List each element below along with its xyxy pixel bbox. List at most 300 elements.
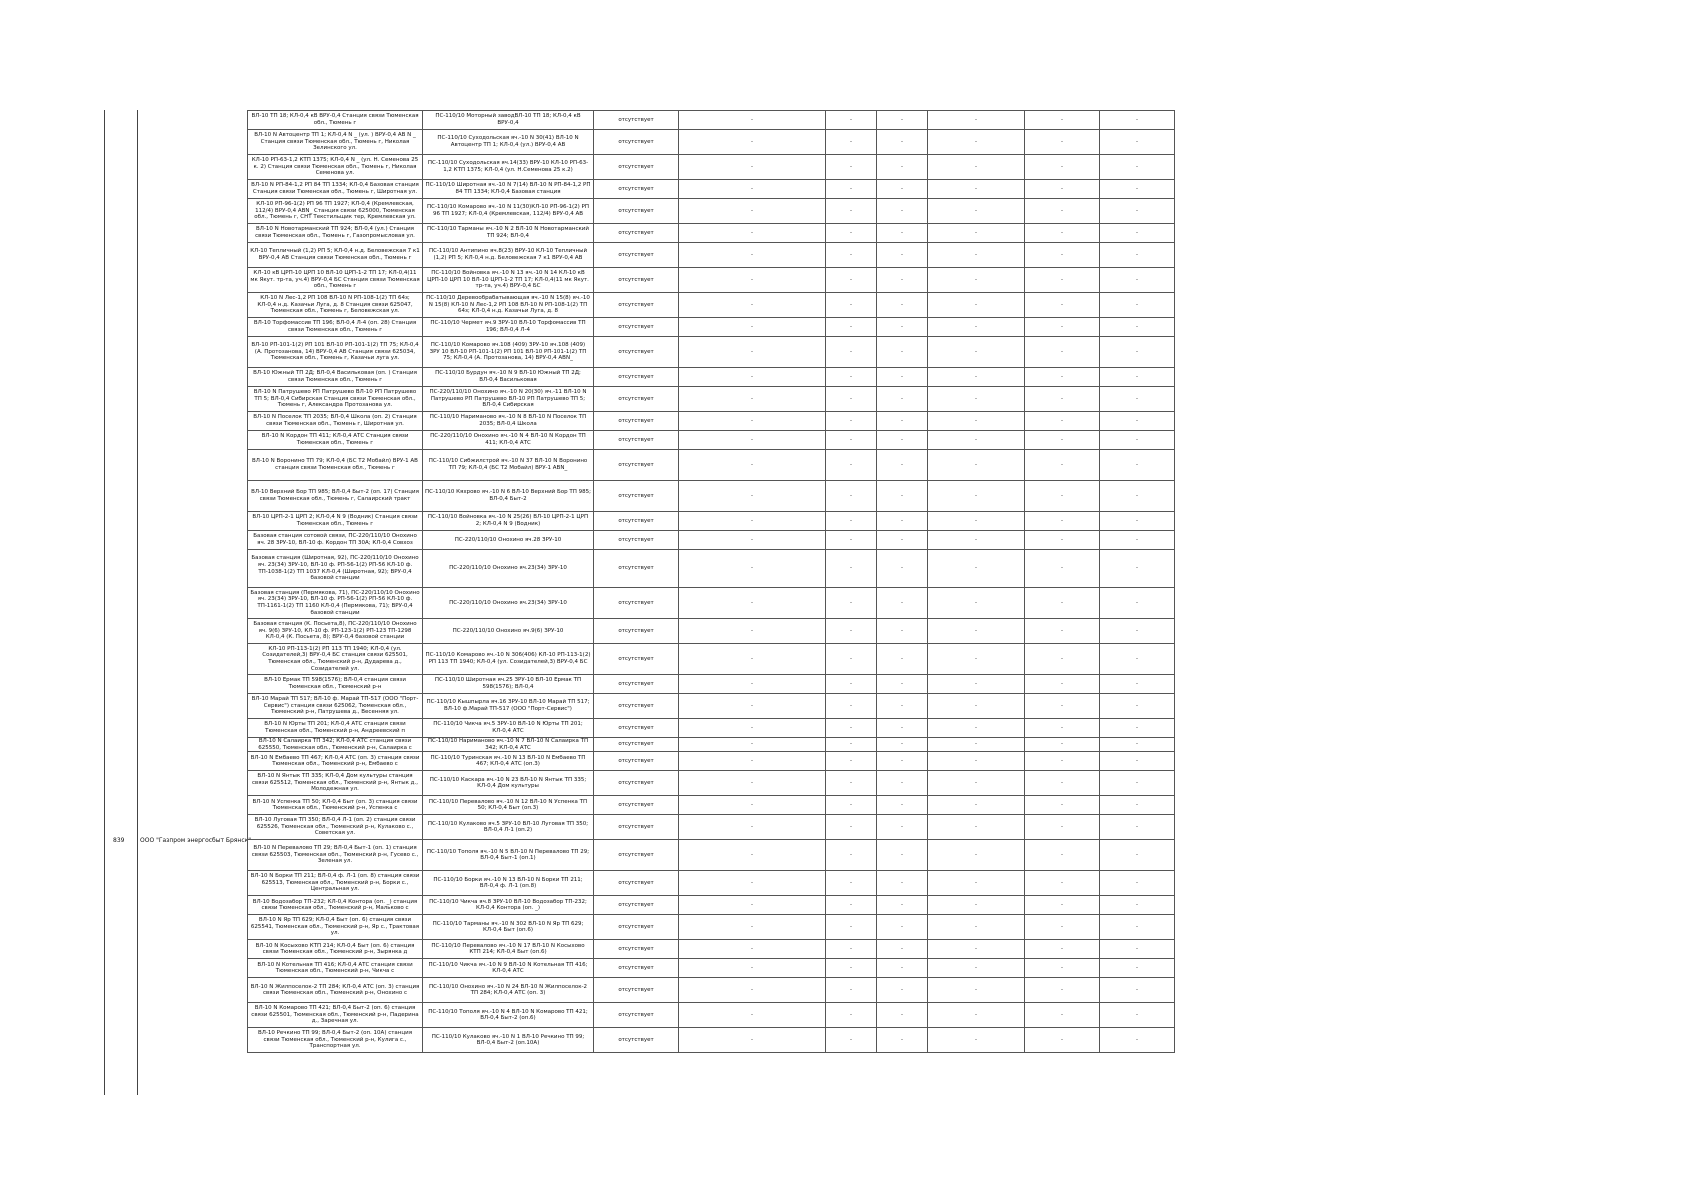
table-row: [248, 531, 1175, 550]
status-cell: отсутствует: [594, 481, 679, 512]
empty-cell: -: [928, 199, 1025, 224]
empty-cell: -: [1025, 1028, 1100, 1053]
empty-cell: -: [1100, 1003, 1175, 1028]
empty-cell: -: [1025, 481, 1100, 512]
empty-cell: -: [1025, 1003, 1100, 1028]
empty-cell: -: [826, 815, 877, 840]
empty-cell: -: [826, 719, 877, 738]
empty-cell: -: [1100, 1028, 1175, 1053]
status-cell: отсутствует: [594, 199, 679, 224]
supply-center-cell: ПС-110/10 Бурдун яч.-10 N 9 ВЛ-10 Южный ТП 2Д; ВЛ-0,4 Васильковая: [423, 368, 594, 387]
empty-cell: -: [826, 368, 877, 387]
status-cell: отсутствует: [594, 243, 679, 268]
empty-cell: -: [928, 111, 1025, 130]
empty-cell: -: [877, 318, 928, 337]
empty-cell: -: [826, 940, 877, 959]
status-cell: отсутствует: [594, 978, 679, 1003]
empty-cell: -: [877, 512, 928, 531]
empty-cell: -: [877, 588, 928, 619]
empty-cell: -: [877, 531, 928, 550]
empty-cell: -: [679, 1028, 826, 1053]
empty-cell: -: [826, 481, 877, 512]
empty-cell: -: [877, 644, 928, 675]
consumer-cell: ВЛ-10 N Поселок ТП 2035; ВЛ-0,4 Школа (оп. 2) Станция связи Тюменская обл., Тюмень г, Широтная ул.: [248, 412, 423, 431]
table-row: [248, 268, 1175, 293]
empty-cell: -: [928, 871, 1025, 896]
consumer-cell: ВЛ-10 Водозабор ТП-232; КЛ-0,4 Контора (оп. _) станция связи Тюменская обл., Тюменский р-н, Мальково с: [248, 896, 423, 915]
empty-cell: -: [826, 840, 877, 871]
status-cell: отсутствует: [594, 896, 679, 915]
consumer-cell: ВЛ-10 N РП-84-1,2 РП 84 ТП 1334; КЛ-0,4 Базовая станция Станция связи Тюменская обл., Тюмень г, Широтная ул.: [248, 180, 423, 199]
consumer-cell: ВЛ-10 N Воронино ТП 79; КЛ-0,4 (БС Т2 Мобайл) ВРУ-1 АВ станция связи Тюменская обл., Тюмень г: [248, 450, 423, 481]
empty-cell: -: [928, 130, 1025, 155]
empty-cell: -: [679, 675, 826, 694]
consumer-cell: ВЛ-10 Южный ТП 2Д; ВЛ-0,4 Васильковая (оп. ) Станция связи Тюменская обл., Тюмень г: [248, 368, 423, 387]
status-cell: отсутствует: [594, 180, 679, 199]
empty-cell: -: [877, 675, 928, 694]
empty-cell: -: [826, 738, 877, 752]
consumer-cell: ВЛ-10 Торфомассив ТП 196; ВЛ-0,4 Л-4 (оп. 28) Станция связи Тюменская обл., Тюмень г: [248, 318, 423, 337]
supply-center-cell: ПС-110/10 Широтная яч.-10 N 7(14) ВЛ-10 N РП-84-1,2 РП 84 ТП 1334; КЛ-0,4 Базовая станция: [423, 180, 594, 199]
empty-cell: -: [1100, 224, 1175, 243]
empty-cell: -: [679, 619, 826, 644]
table-row: [248, 337, 1175, 368]
supply-center-cell: ПС-110/10 Тарманы яч.-10 N 2 ВЛ-10 N Новотарманский ТП 924; ВЛ-0,4: [423, 224, 594, 243]
empty-cell: -: [877, 431, 928, 450]
consumer-cell: Базовая станция (Широтная, 92), ПС-220/110/10 Онохино яч. 23(34) ЗРУ-10, ВЛ-10 ф. РП-56-1(2) РП-56 КЛ-10 ф. ТП-1038-1(2) ТП 1037 КЛ-0,4 (Широтная, 92); ВРУ-0,4 базовой станции: [248, 550, 423, 588]
empty-cell: -: [679, 199, 826, 224]
supply-center-cell: ПС-110/10 Войновка яч.-10 N 25(26) ВЛ-10 ЦРП-2-1 ЦРП 2; КЛ-0,4 N 9 (Водник): [423, 512, 594, 531]
empty-cell: -: [1025, 694, 1100, 719]
consumer-cell: ВЛ-10 N Янтык ТП 335; КЛ-0,4 Дом культуры станция связи 625512, Тюменская обл., Тюменский р-н, Янтык д., Молодежная ул.: [248, 771, 423, 796]
empty-cell: -: [928, 796, 1025, 815]
supply-center-cell: ПС-110/10 Чермет яч.9 ЗРУ-10 ВЛ-10 Торфомассив ТП 196; ВЛ-0,4 Л-4: [423, 318, 594, 337]
status-cell: отсутствует: [594, 940, 679, 959]
empty-cell: -: [928, 896, 1025, 915]
consumer-cell: Базовая станция (К. Посьета,8), ПС-220/110/10 Онохино яч. 9(6) ЗРУ-10, КЛ-10 ф. РП-123-1(2) РП-123 ТП-1298 КЛ-0,4 (К. Посьета, 8); ВРУ-0,4 базовой станции: [248, 619, 423, 644]
status-cell: отсутствует: [594, 840, 679, 871]
empty-cell: -: [1100, 450, 1175, 481]
supply-center-cell: ПС-110/10 Комарово яч.-10 N 306(406) КЛ-10 РП-113-1(2) РП 113 ТП 1940; КЛ-0,4 (ул. Созидателей,3) ВРУ-0,4 БС: [423, 644, 594, 675]
empty-cell: -: [928, 337, 1025, 368]
empty-cell: -: [877, 840, 928, 871]
empty-cell: -: [679, 531, 826, 550]
empty-cell: -: [928, 1003, 1025, 1028]
empty-cell: -: [1100, 337, 1175, 368]
empty-cell: -: [877, 896, 928, 915]
empty-cell: -: [1025, 130, 1100, 155]
table-row: [248, 915, 1175, 940]
empty-cell: -: [877, 368, 928, 387]
empty-cell: -: [679, 318, 826, 337]
empty-cell: -: [826, 224, 877, 243]
empty-cell: -: [679, 293, 826, 318]
empty-cell: -: [1025, 840, 1100, 871]
empty-cell: -: [679, 243, 826, 268]
empty-cell: -: [679, 978, 826, 1003]
empty-cell: -: [826, 796, 877, 815]
supply-center-cell: ПС-110/10 Войновка яч.-10 N 13 яч.-10 N 14 КЛ-10 кВ ЦРП-10 ЦРП 10 ВЛ-10 ЦРП-1-2 ТП 17; КЛ-0,4(11 мк Якут. тр-та, уч.4) ВРУ-0,4 БС: [423, 268, 594, 293]
empty-cell: -: [1025, 815, 1100, 840]
empty-cell: -: [826, 450, 877, 481]
empty-cell: -: [928, 588, 1025, 619]
table-row: [248, 550, 1175, 588]
supply-center-cell: ПС-110/10 Суходольская яч.14(33) ВРУ-10 КЛ-10 РП-63-1,2 КТП 1375; КЛ-0,4 (ул. Н.Семенова 25 к.2): [423, 155, 594, 180]
empty-cell: -: [877, 111, 928, 130]
supply-center-cell: ПС-110/10 Чикча яч.-10 N 9 ВЛ-10 N Котельная ТП 416; КЛ-0,4 АТС: [423, 959, 594, 978]
empty-cell: -: [826, 588, 877, 619]
consumer-cell: КЛ-10 N Лес-1,2 РП 108 ВЛ-10 N РП-108-1(2) ТП 64з; КЛ-0,4 н.д. Казачьи Луга, д. 8 Станция связи 625047, Тюменская обл., Тюмень г, Беловежская ул.: [248, 293, 423, 318]
consumer-cell: ВЛ-10 N Комарово ТП 421; ВЛ-0,4 Быт-2 (оп. 6) станция связи 625501, Тюменская обл., Тюменский р-н, Падерина д., Заречная ул.: [248, 1003, 423, 1028]
supply-center-cell: ПС-110/10 Кулаково яч.-10 N 1 ВЛ-10 Речкино ТП 99; ВЛ-0,4 Быт-2 (оп.10А): [423, 1028, 594, 1053]
consumer-cell: ВЛ-10 N Автоцентр ТП 1; КЛ-0,4 N _ (ул. ) ВРУ-0,4 АВ N _ Станция связи Тюменская обл., Тюмень г, Николая Зелинского ул.: [248, 130, 423, 155]
status-cell: отсутствует: [594, 293, 679, 318]
empty-cell: -: [1025, 450, 1100, 481]
empty-cell: -: [679, 481, 826, 512]
empty-cell: -: [1100, 531, 1175, 550]
empty-cell: -: [1100, 550, 1175, 588]
empty-cell: -: [928, 815, 1025, 840]
empty-cell: -: [1025, 738, 1100, 752]
empty-cell: -: [826, 180, 877, 199]
empty-cell: -: [877, 915, 928, 940]
empty-cell: -: [1025, 675, 1100, 694]
empty-cell: -: [1100, 940, 1175, 959]
supply-center-cell: ПС-110/10 Нариманово яч.-10 N 7 ВЛ-10 N Салаирка ТП 342; КЛ-0,4 АТС: [423, 738, 594, 752]
supply-center-cell: ПС-220/110/10 Онохино яч.9(6) ЗРУ-10: [423, 619, 594, 644]
status-cell: отсутствует: [594, 1003, 679, 1028]
table-row: [248, 940, 1175, 959]
table-row: [248, 199, 1175, 224]
empty-cell: -: [1025, 550, 1100, 588]
status-cell: отсутствует: [594, 644, 679, 675]
empty-cell: -: [679, 871, 826, 896]
empty-cell: -: [826, 978, 877, 1003]
consumer-cell: КЛ-10 РП-63-1,2 КТП 1375; КЛ-0,4 N _ (ул. Н. Семенова 25 к. 2) Станция связи Тюменская обл., Тюмень г, Николая Семенова ул.: [248, 155, 423, 180]
empty-cell: -: [1025, 337, 1100, 368]
empty-cell: -: [826, 1028, 877, 1053]
empty-cell: -: [877, 130, 928, 155]
empty-cell: -: [1100, 871, 1175, 896]
empty-cell: -: [877, 796, 928, 815]
empty-cell: -: [877, 412, 928, 431]
empty-cell: -: [928, 644, 1025, 675]
empty-cell: -: [826, 268, 877, 293]
empty-cell: -: [1100, 644, 1175, 675]
consumer-cell: ВЛ-10 ТП 18; КЛ-0,4 кВ ВРУ-0,4 Станция связи Тюменская обл., Тюмень г: [248, 111, 423, 130]
empty-cell: -: [1100, 719, 1175, 738]
status-cell: отсутствует: [594, 815, 679, 840]
empty-cell: -: [679, 959, 826, 978]
empty-cell: -: [826, 959, 877, 978]
table-row: [248, 719, 1175, 738]
supply-center-cell: ПС-110/10 Чикча яч.8 ЗРУ-10 ВЛ-10 Водозабор ТП-232; КЛ-0,4 Контора (оп. _): [423, 896, 594, 915]
empty-cell: -: [679, 155, 826, 180]
consumer-cell: КЛ-10 РП-96-1(2) РП 96 ТП 1927; КЛ-0,4 (Кремлевская, 112/4) ВРУ-0,4 АВN_ Станция связи 625000, Тюменская обл., Тюмень г, СНТ Текстильщик тер, Кремлевская ул.: [248, 199, 423, 224]
empty-cell: -: [1025, 412, 1100, 431]
consumer-cell: ВЛ-10 N Борки ТП 211; ВЛ-0,4 ф. Л-1 (оп. 8) станция связи 625513, Тюменская обл., Тюменский р-н, Борки с., Центральная ул.: [248, 871, 423, 896]
empty-cell: -: [679, 130, 826, 155]
empty-cell: -: [928, 694, 1025, 719]
empty-cell: -: [1100, 199, 1175, 224]
table-row: [248, 111, 1175, 130]
empty-cell: -: [877, 450, 928, 481]
table-row: [248, 224, 1175, 243]
supply-center-cell: ПС-220/110/10 Онохино яч.-10 N 4 ВЛ-10 N Кордон ТП 411; КЛ-0,4 АТС: [423, 431, 594, 450]
consumer-cell: ВЛ-10 N Яр ТП 629; КЛ-0,4 Быт (оп. 6) станция связи 625541, Тюменская обл., Тюменский р-н, Яр с., Трактовая ул.: [248, 915, 423, 940]
supply-center-cell: ПС-110/10 Нариманово яч.-10 N 8 ВЛ-10 N Поселок ТП 2035; ВЛ-0,4 Школа: [423, 412, 594, 431]
empty-cell: -: [679, 694, 826, 719]
empty-cell: -: [1025, 111, 1100, 130]
empty-cell: -: [826, 550, 877, 588]
empty-cell: -: [826, 896, 877, 915]
empty-cell: -: [928, 531, 1025, 550]
supply-center-cell: ПС-110/10 Каскара яч.-10 N 23 ВЛ-10 N Янтык ТП 335; КЛ-0,4 Дом культуры: [423, 771, 594, 796]
status-cell: отсутствует: [594, 224, 679, 243]
empty-cell: -: [679, 512, 826, 531]
empty-cell: -: [1100, 111, 1175, 130]
status-cell: отсутствует: [594, 1028, 679, 1053]
empty-cell: -: [1025, 644, 1100, 675]
empty-cell: -: [1025, 431, 1100, 450]
empty-cell: -: [877, 199, 928, 224]
empty-cell: -: [877, 387, 928, 412]
table-row: [248, 1003, 1175, 1028]
empty-cell: -: [928, 387, 1025, 412]
consumer-cell: ВЛ-10 N Косыхово КТП 214; КЛ-0,4 Быт (оп. 6) станция связи Тюменская обл., Тюменский р-н, Зырянка д: [248, 940, 423, 959]
consumer-cell: ВЛ-10 Марай ТП 517; ВЛ-10 ф. Марай ТП-517 (ООО "Порт-Сервис") станция связи 625062, Тюменская обл., Тюменский р-н, Патрушева д., Весенняя ул.: [248, 694, 423, 719]
supply-center-cell: ПС-110/10 Кяхрово яч.-10 N 6 ВЛ-10 Верхний Бор ТП 985; ВЛ-0,4 Быт-2: [423, 481, 594, 512]
empty-cell: -: [928, 550, 1025, 588]
consumer-cell: ВЛ-10 N Кордон ТП 411; КЛ-0,4 АТС Станция связи Тюменская обл., Тюмень г: [248, 431, 423, 450]
empty-cell: -: [826, 915, 877, 940]
table-row: [248, 871, 1175, 896]
empty-cell: -: [826, 771, 877, 796]
empty-cell: -: [928, 959, 1025, 978]
empty-cell: -: [928, 675, 1025, 694]
empty-cell: -: [679, 588, 826, 619]
status-cell: отсутствует: [594, 871, 679, 896]
empty-cell: -: [1100, 268, 1175, 293]
organization-name: ООО "Газпром энергосбыт Брянск": [140, 837, 252, 844]
empty-cell: -: [826, 431, 877, 450]
consumer-cell: ВЛ-10 N Котельная ТП 416; КЛ-0,4 АТС станция связи Тюменская обл., Тюменский р-н, Чикча с: [248, 959, 423, 978]
table-row: [248, 318, 1175, 337]
empty-cell: -: [1100, 771, 1175, 796]
left-border-line-2: [137, 110, 138, 1095]
empty-cell: -: [1025, 387, 1100, 412]
empty-cell: -: [826, 619, 877, 644]
empty-cell: -: [877, 719, 928, 738]
empty-cell: -: [1025, 871, 1100, 896]
empty-cell: -: [928, 318, 1025, 337]
supply-center-cell: ПС-110/10 Туринская яч.-10 N 13 ВЛ-10 N Ембаево ТП 467; КЛ-0,4 АТС (оп.3): [423, 752, 594, 771]
table-row: [248, 450, 1175, 481]
supply-center-cell: ПС-110/10 Сибжилстрой яч.-10 N 37 ВЛ-10 N Воронино ТП 79; КЛ-0,4 (БС Т2 Мобайл) ВРУ-1 АВN_: [423, 450, 594, 481]
empty-cell: -: [928, 155, 1025, 180]
supply-center-cell: ПС-110/10 Тополя яч.-10 N 4 ВЛ-10 N Комарово ТП 421; ВЛ-0,4 Быт-2 (оп.6): [423, 1003, 594, 1028]
table-row: [248, 959, 1175, 978]
supply-center-cell: ПС-110/10 Онохино яч.-10 N 24 ВЛ-10 N Жилпоселок-2 ТП 284; КЛ-0,4 АТС (оп. 3): [423, 978, 594, 1003]
table-row: [248, 752, 1175, 771]
status-cell: отсутствует: [594, 111, 679, 130]
empty-cell: -: [877, 871, 928, 896]
empty-cell: -: [928, 915, 1025, 940]
empty-cell: -: [826, 644, 877, 675]
empty-cell: -: [877, 815, 928, 840]
consumer-cell: ВЛ-10 N Новотарманский ТП 924; ВЛ-0,4 (ул.) Станция связи Тюменская обл., Тюмень г, Газопромысловая ул.: [248, 224, 423, 243]
table-row: [248, 412, 1175, 431]
supply-center-cell: ПС-110/10 Кышпырла яч.16 ЗРУ-10 ВЛ-10 Марай ТП 517; ВЛ-10 ф.Марай ТП-517 (ООО "Порт-Сервис"): [423, 694, 594, 719]
status-cell: отсутствует: [594, 412, 679, 431]
empty-cell: -: [826, 387, 877, 412]
empty-cell: -: [826, 199, 877, 224]
supply-center-cell: ПС-110/10 Деревообрабатывающая яч.-10 N 15(8) яч.-10 N 15(8) КЛ-10 N Лес-1,2 РП 108 ВЛ-10 N РП-108-1(2) ТП 64з; КЛ-0,4 н.д. Казачьи Луга, д. 8: [423, 293, 594, 318]
table-row: [248, 512, 1175, 531]
consumer-cell: ВЛ-10 ЦРП-2-1 ЦРП 2; КЛ-0,4 N 9 (Водник) Станция связи Тюменская обл., Тюмень г: [248, 512, 423, 531]
empty-cell: -: [1025, 978, 1100, 1003]
empty-cell: -: [1025, 268, 1100, 293]
empty-cell: -: [877, 268, 928, 293]
data-table: [247, 110, 1175, 1053]
table-row: [248, 675, 1175, 694]
empty-cell: -: [679, 796, 826, 815]
empty-cell: -: [679, 896, 826, 915]
status-cell: отсутствует: [594, 387, 679, 412]
status-cell: отсутствует: [594, 959, 679, 978]
table-row: [248, 387, 1175, 412]
empty-cell: -: [679, 111, 826, 130]
status-cell: отсутствует: [594, 368, 679, 387]
empty-cell: -: [1100, 318, 1175, 337]
empty-cell: -: [1025, 896, 1100, 915]
empty-cell: -: [877, 940, 928, 959]
table-row: [248, 896, 1175, 915]
status-cell: отсутствует: [594, 155, 679, 180]
empty-cell: -: [877, 293, 928, 318]
empty-cell: -: [1100, 619, 1175, 644]
empty-cell: -: [1100, 915, 1175, 940]
consumer-cell: ВЛ-10 N Ембаево ТП 467; КЛ-0,4 АТС (оп. 3) станция связи Тюменская обл., Тюменский р-н, Ембаево с: [248, 752, 423, 771]
table-row: [248, 431, 1175, 450]
empty-cell: -: [928, 412, 1025, 431]
empty-cell: -: [877, 481, 928, 512]
empty-cell: -: [1100, 675, 1175, 694]
empty-cell: -: [877, 694, 928, 719]
consumer-cell: Базовая станция (Пермякова, 71), ПС-220/110/10 Онохино яч. 23(34) ЗРУ-10, ВЛ-10 ф. РП-56-1(2) РП-56 КЛ-10 ф. ТП-1161-1(2) ТП 1160 КЛ-0,4 (Пермякова, 71); ВРУ-0,4 базовой станции: [248, 588, 423, 619]
empty-cell: -: [1100, 412, 1175, 431]
empty-cell: -: [1025, 243, 1100, 268]
status-cell: отсутствует: [594, 531, 679, 550]
table-row: [248, 619, 1175, 644]
empty-cell: -: [1025, 771, 1100, 796]
supply-center-cell: ПС-110/10 Тополя яч.-10 N 5 ВЛ-10 N Перевалово ТП 29; ВЛ-0,4 Быт-1 (оп.1): [423, 840, 594, 871]
empty-cell: -: [1100, 978, 1175, 1003]
empty-cell: -: [826, 694, 877, 719]
empty-cell: -: [826, 293, 877, 318]
empty-cell: -: [826, 111, 877, 130]
empty-cell: -: [679, 752, 826, 771]
consumer-cell: ВЛ-10 N Салаирка ТП 342; КЛ-0,4 АТС станция связи 625550, Тюменская обл., Тюменский р-н, Салаирка с: [248, 738, 423, 752]
consumer-cell: ВЛ-10 N Патрушево РП Патрушево ВЛ-10 РП Патрушево ТП 5; ВЛ-0,4 Сибирская Станция связи Тюменская обл., Тюмень г, Александра Протозанова ул.: [248, 387, 423, 412]
table-row: [248, 368, 1175, 387]
empty-cell: -: [1100, 738, 1175, 752]
empty-cell: -: [928, 840, 1025, 871]
empty-cell: -: [1025, 752, 1100, 771]
empty-cell: -: [928, 268, 1025, 293]
empty-cell: -: [928, 481, 1025, 512]
empty-cell: -: [1100, 368, 1175, 387]
empty-cell: -: [1025, 915, 1100, 940]
empty-cell: -: [1100, 896, 1175, 915]
empty-cell: -: [826, 318, 877, 337]
status-cell: отсутствует: [594, 771, 679, 796]
table-row: [248, 796, 1175, 815]
empty-cell: -: [928, 224, 1025, 243]
empty-cell: -: [1100, 180, 1175, 199]
table-row: [248, 293, 1175, 318]
empty-cell: -: [679, 840, 826, 871]
empty-cell: -: [877, 224, 928, 243]
supply-center-cell: ПС-110/10 Комарово яч.108 (409) ЗРУ-10 яч.108 (409) ЗРУ 10 ВЛ-10 РП-101-1(2) РП 101 ВЛ-10 РП-101-1(2) ТП 75; КЛ-0,4 (А. Протозанова, 14) ВРУ-0,4 АВN_: [423, 337, 594, 368]
empty-cell: -: [928, 180, 1025, 199]
consumer-cell: ВЛ-10 Речкино ТП 99; ВЛ-0,4 Быт-2 (оп. 10А) станция связи Тюменская обл., Тюменский р-н, Кулига с., Транспортная ул.: [248, 1028, 423, 1053]
empty-cell: -: [1100, 481, 1175, 512]
empty-cell: -: [928, 738, 1025, 752]
empty-cell: -: [679, 337, 826, 368]
empty-cell: -: [1100, 752, 1175, 771]
empty-cell: -: [679, 224, 826, 243]
consumer-cell: ВЛ-10 РП-101-1(2) РП 101 ВЛ-10 РП-101-1(2) ТП 75; КЛ-0,4 (А. Протозанова, 14) ВРУ-0,4 АВ Станция связи 625034, Тюменская обл., Тюмень г, Казачьи луга ул.: [248, 337, 423, 368]
empty-cell: -: [1100, 959, 1175, 978]
empty-cell: -: [1025, 293, 1100, 318]
empty-cell: -: [679, 180, 826, 199]
empty-cell: -: [877, 1028, 928, 1053]
supply-center-cell: ПС-220/110/10 Онохино яч.23(34) ЗРУ-10: [423, 550, 594, 588]
empty-cell: -: [1100, 815, 1175, 840]
empty-cell: -: [826, 871, 877, 896]
supply-center-cell: ПС-110/10 Тарманы яч.-10 N 302 ВЛ-10 N Яр ТП 629; КЛ-0,4 Быт (оп.6): [423, 915, 594, 940]
table-row: [248, 1028, 1175, 1053]
table-row: [248, 840, 1175, 871]
empty-cell: -: [826, 675, 877, 694]
empty-cell: -: [1025, 619, 1100, 644]
empty-cell: -: [679, 1003, 826, 1028]
empty-cell: -: [928, 293, 1025, 318]
table-row: [248, 694, 1175, 719]
supply-center-cell: ПС-110/10 Моторный заводВЛ-10 ТП 18; КЛ-0,4 кВ ВРУ-0,4: [423, 111, 594, 130]
empty-cell: -: [928, 771, 1025, 796]
empty-cell: -: [679, 550, 826, 588]
status-cell: отсутствует: [594, 796, 679, 815]
empty-cell: -: [877, 738, 928, 752]
consumer-cell: ВЛ-10 N Успенка ТП 50; КЛ-0,4 Быт (оп. 3) станция связи Тюменская обл., Тюменский р-н, Успенка с: [248, 796, 423, 815]
empty-cell: -: [928, 450, 1025, 481]
consumer-cell: КЛ-10 кВ ЦРП-10 ЦРП 10 ВЛ-10 ЦРП-1-2 ТП 17; КЛ-0,4(11 мк Якут. тр-та, уч.4) ВРУ-0,4 БС Станция связи Тюменская обл., Тюмень г: [248, 268, 423, 293]
empty-cell: -: [928, 1028, 1025, 1053]
status-cell: отсутствует: [594, 450, 679, 481]
empty-cell: -: [1100, 694, 1175, 719]
status-cell: отсутствует: [594, 337, 679, 368]
empty-cell: -: [928, 512, 1025, 531]
empty-cell: -: [679, 915, 826, 940]
empty-cell: -: [1025, 318, 1100, 337]
supply-center-cell: ПС-110/10 Широтная яч.25 ЗРУ-10 ВЛ-10 Ермак ТП 598(1576); ВЛ-0,4: [423, 675, 594, 694]
empty-cell: -: [877, 180, 928, 199]
status-cell: отсутствует: [594, 675, 679, 694]
table-row: [248, 978, 1175, 1003]
empty-cell: -: [877, 771, 928, 796]
